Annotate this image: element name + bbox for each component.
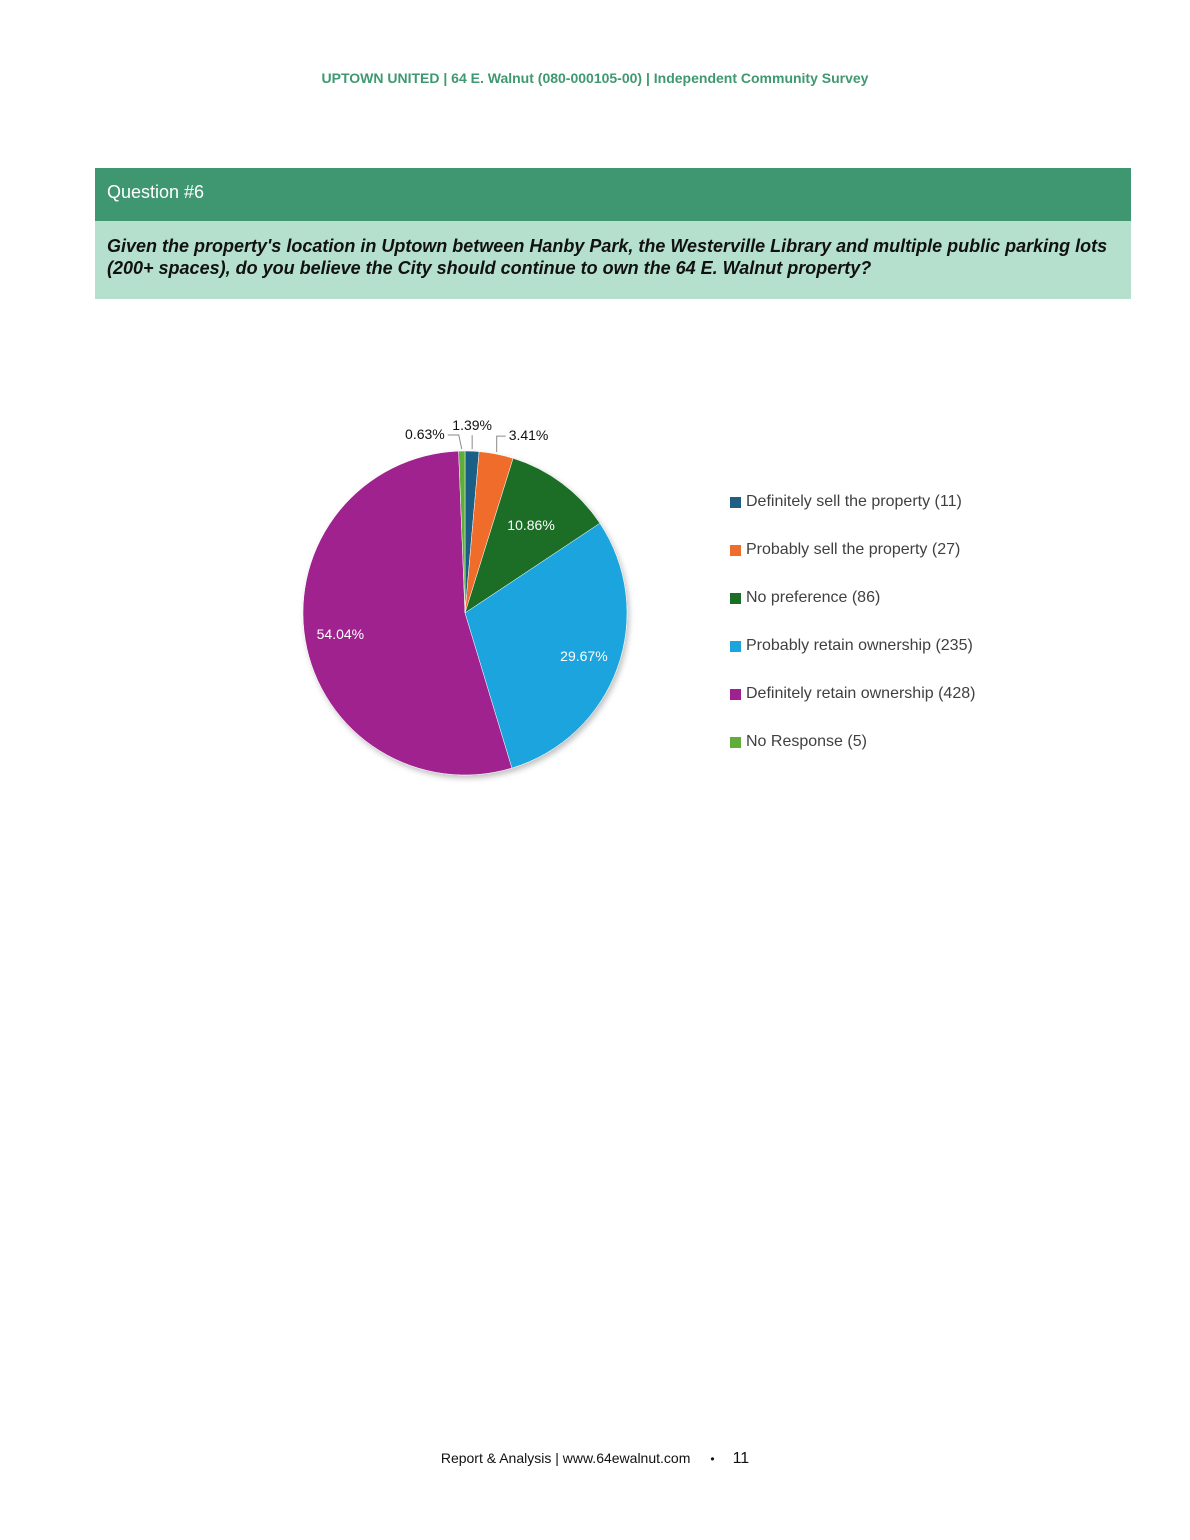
legend-swatch (730, 593, 741, 604)
legend-item (730, 670, 1130, 718)
legend-item (730, 622, 1130, 670)
legend-label: No Response (5) (746, 733, 867, 750)
pie-data-label: 1.39% (452, 417, 493, 434)
legend-label: Probably retain ownership (235) (746, 637, 973, 654)
chart-legend (730, 478, 1130, 766)
question-text: Given the property's location in Uptown between Hanby Park, the Westerville Library and multiple public parking lots (200+ spaces), do you believe the City should continue to own the 64 E. Walnut property? (95, 221, 1131, 299)
pie-leader-lines (448, 435, 506, 452)
footer-bullet: • (710, 1452, 715, 1466)
legend-swatch (730, 545, 741, 556)
pie-data-label: 10.86% (507, 516, 555, 533)
pie-data-label: 54.04% (316, 625, 365, 642)
page-footer (0, 1450, 1190, 1468)
legend-label: Probably sell the property (27) (746, 541, 961, 558)
question-label-bar (95, 168, 1131, 221)
page-number: 11 (732, 1450, 750, 1467)
pie-data-label: 29.67% (560, 647, 608, 664)
legend-label: Definitely sell the property (11) (746, 493, 962, 510)
legend-item (730, 574, 1130, 622)
legend-swatch (730, 689, 741, 700)
pie-leader-line (448, 435, 462, 449)
legend-swatch (730, 641, 741, 652)
pie-chart (290, 410, 650, 800)
pie-leader-line (497, 436, 506, 452)
legend-swatch (730, 497, 741, 508)
pie-data-label: 0.63% (405, 426, 445, 443)
legend-item (730, 478, 1130, 526)
legend-item (730, 718, 1130, 766)
legend-item (730, 526, 1130, 574)
running-header: UPTOWN UNITED | 64 E. Walnut (080-000105-00) | Independent Community Survey (321, 70, 869, 86)
pie-data-label: 3.41% (508, 427, 549, 444)
legend-label: Definitely retain ownership (428) (746, 685, 976, 702)
question-label: Question #6 (107, 182, 205, 202)
legend-swatch (730, 737, 741, 748)
legend-label: No preference (86) (746, 589, 881, 606)
pie-slices (303, 451, 627, 775)
footer-text: Report & Analysis | www.64ewalnut.com (440, 1450, 691, 1466)
